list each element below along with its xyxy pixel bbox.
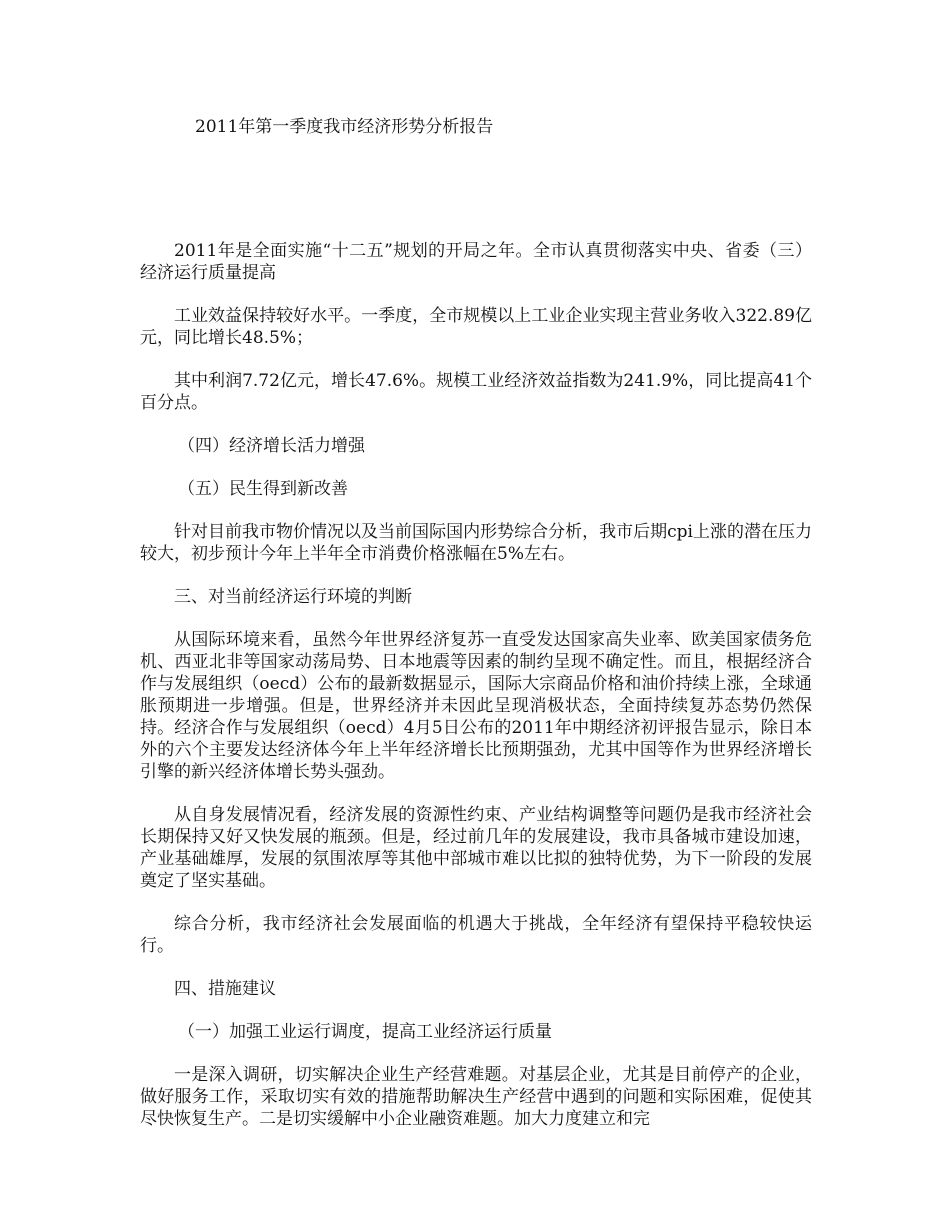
paragraph-measures-detail: 一是深入调研，切实解决企业生产经营难题。对基层企业，尤其是目前停产的企业，做好服务工作，采取切实有效的措施帮助解决生产经营中遇到的问题和实际困难，促使其尽快恢复生产。二是切实缓解中小企业融资难题。加大力度建立和完 [140, 1065, 812, 1129]
section-heading-measures: 四、措施建议 [174, 979, 276, 999]
paragraph-profit: 其中利润7.72亿元，增长47.6%。规模工业经济效益指数为241.9%，同比提高41个百分点。 [140, 371, 812, 413]
paragraph-international: 从国际环境来看，虽然今年世界经济复苏一直受发达国家高失业率、欧美国家债务危机、西亚北非等国家动荡局势、日本地震等因素的制约呈现不确定性。而且，根据经济合作与发展组织（oecd）公布的最新数据显示，国际大宗商品价格和油价持续上涨，全球通胀预期进一步增强。但是，世界经济并未因此呈现消极状态，全面持续复苏态势仍然保持。经济合作与发展组织（oecd）4月5日公布的2011年中期经济初评报告显示，除日本外的六个主要发达经济体今年上半年经济增长比预期强劲，尤其中国等作为世界经济增长引擎的新兴经济体增长势头强劲。 [140, 630, 812, 782]
section-heading-environment: 三、对当前经济运行环境的判断 [174, 587, 412, 607]
document-title: 2011年第一季度我市经济形势分析报告 [195, 117, 494, 137]
document-body [140, 240, 812, 1151]
section-heading-industrial-dispatch: （一）加强工业运行调度，提高工业经济运行质量 [178, 1022, 552, 1042]
paragraph-industrial-benefit: 工业效益保持较好水平。一季度，全市规模以上工业企业实现主营业务收入322.89亿元，同比增长48.5%； [140, 306, 812, 348]
section-heading-livelihood: （五）民生得到新改善 [178, 479, 348, 499]
paragraph-price-forecast: 针对目前我市物价情况以及当前国际国内形势综合分析，我市后期cpi上涨的潜在压力较大，初步预计今年上半年全市消费价格涨幅在5%左右。 [140, 522, 812, 564]
section-heading-growth-vitality: （四）经济增长活力增强 [178, 436, 365, 456]
paragraph-domestic: 从自身发展情况看，经济发展的资源性约束、产业结构调整等问题仍是我市经济社会长期保持又好又快发展的瓶颈。但是，经过前几年的发展建设，我市具备城市建设加速，产业基础雄厚，发展的氛围浓厚等其他中部城市难以比拟的独特优势，为下一阶段的发展奠定了坚实基础。 [140, 805, 812, 891]
paragraph-intro: 2011年是全面实施“十二五”规划的开局之年。全市认真贯彻落实中央、省委（三）经济运行质量提高 [140, 241, 812, 283]
paragraph-summary: 综合分析，我市经济社会发展面临的机遇大于挑战，全年经济有望保持平稳较快运行。 [140, 914, 812, 956]
